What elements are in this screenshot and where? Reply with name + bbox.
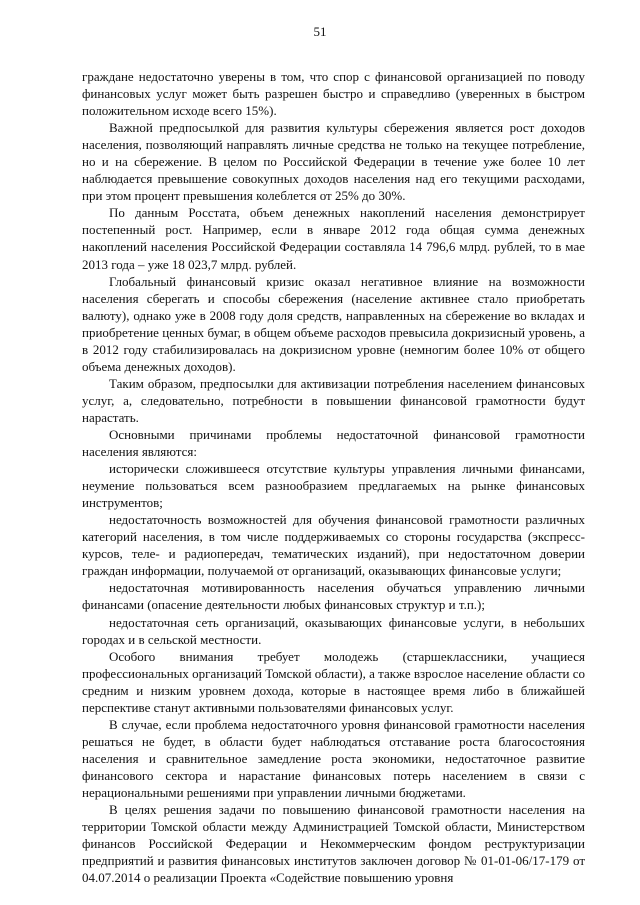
- body-text: [82, 68, 585, 886]
- list-item-cause-culture: исторически сложившееся отсутствие культуры управления личными финансами, неумение пользоваться всем разнообразием предлагаемых на рынке финансовых инструментов;: [82, 461, 585, 511]
- list-item-cause-motivation: недостаточная мотивированность населения обучаться управлению личными финансами (опасение деятельности любых финансовых структур и т.п.);: [82, 580, 585, 613]
- page-number: 51: [313, 24, 327, 39]
- paragraph-target-groups: Особого внимания требует молодежь (старшеклассники, учащиеся профессиональных организаций Томской области), а также взрослое население области со средним и низким уровнем дохода, которые в настоящее время либо в ближайшей перспективе станут активными пользователями финансовых услуг.: [82, 648, 585, 715]
- list-item-cause-education: недостаточность возможностей для обучения финансовой грамотности различных категорий населения, в том числе поддерживаемых со стороны государства (экспресс-курсов, теле- и радиопередач, тематических изданий), при недостаточном доверии граждан информации, получаемой от организаций, оказывающих финансовые услуги;: [82, 512, 585, 579]
- paragraph-conclusion: Таким образом, предпосылки для активизации потребления населением финансовых услуг, а, следовательно, потребности в повышении финансовой грамотности будут нарастать.: [82, 375, 585, 425]
- list-item-cause-network: недостаточная сеть организаций, оказывающих финансовые услуги, в небольших городах и в сельской местности.: [82, 614, 585, 647]
- paragraph-main-causes: Основными причинами проблемы недостаточной финансовой грамотности населения являются:: [82, 426, 585, 460]
- paragraph-risks: В случае, если проблема недостаточного уровня финансовой грамотности населения решаться не будет, в области будет наблюдаться отставание роста благосостояния населения и сравнительное замедление роста экономики, недостаточное развитие финансового сектора и нарастание финансовых потерь населением в связи с нерациональными решениями при управлении личными бюджетами.: [82, 716, 585, 800]
- paragraph-rosstat-data: По данным Росстата, объем денежных накоплений населения демонстрирует постепенный рост. Например, если в январе 2012 года общая сумма денежных накоплений населения Российской Федерации составляла 14 796,6 млрд. рублей, то в мае 2013 года – уже 18 023,7 млрд. рублей.: [82, 205, 585, 272]
- paragraph-savings-culture: Важной предпосылкой для развития культуры сбережения является рост доходов населения, позволяющий направлять личные средства не только на текущее потребление, но и на сбережение. В целом по Российской Федерации в течение уже более 10 лет наблюдается превышение совокупных доходов населения над его текущими расходами, при этом процент превышения колеблется от 25% до 30%.: [82, 120, 585, 204]
- paragraph-financial-crisis: Глобальный финансовый кризис оказал негативное влияние на возможности населения сберегать и способы сбережения (население активнее стало приобретать валюту), однако уже в 2008 году доля средств, направленных на сбережение во вкладах и приобретение ценных бумаг, в общем объеме расходов превысила докризисный уровень, а в 2012 году стабилизировалась на докризисном уровне (немногим более 10% от общего объема денежных доходов).: [82, 273, 585, 374]
- paragraph-continuation: граждане недостаточно уверены в том, что спор с финансовой организацией по поводу финансовых услуг может быть разрешен быстро и справедливо (уверенных в быстром положительном исходе всего 15%).: [82, 69, 585, 119]
- paragraph-agreement: В целях решения задачи по повышению финансовой грамотности населения на территории Томской области между Администрацией Томской области, Министерством финансов Российской Федерации и Некоммерческим фондом реструктуризации предприятий и развития финансовых институтов заключен договор № 01-01-06/17-179 от 04.07.2014 о реализации Проекта «Содействие повышению уровня: [82, 802, 585, 886]
